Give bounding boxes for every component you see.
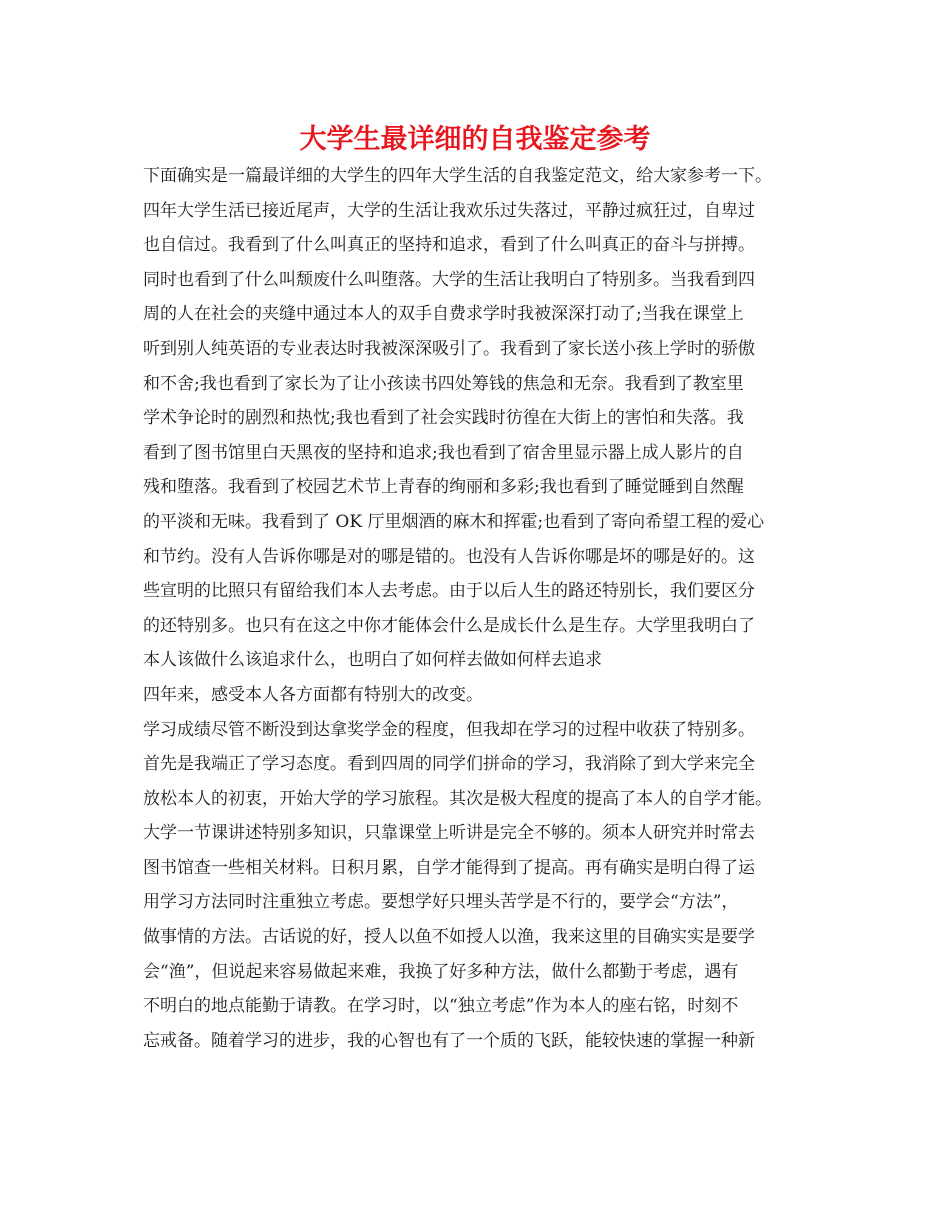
text-line: 四年来，感受本人各方面都有特别大的改变。 xyxy=(143,684,483,705)
text-line: 做事情的方法。古话说的好，授人以鱼不如授人以渔，我来这里的目确实实是要学 xyxy=(143,927,755,948)
text-line: 的平淡和无味。我看到了 OK 厅里烟酒的麻木和挥霍;也看到了寄向希望工程的爱心 xyxy=(143,511,765,532)
text-line: 不明白的地点能勤于请教。在学习时，以“独立考虑”作为本人的座右铭，时刻不 xyxy=(143,996,739,1017)
text-line: 和节约。没有人告诉你哪是对的哪是错的。也没有人告诉你哪是坏的哪是好的。这 xyxy=(143,546,755,567)
text-line: 本人该做什么该追求什么，也明白了如何样去做如何样去追求 xyxy=(143,650,602,671)
text-line: 下面确实是一篇最详细的大学生的四年大学生活的自我鉴定范文，给大家参考一下。 xyxy=(143,166,772,186)
text-line: 忘戒备。随着学习的进步，我的心智也有了一个质的飞跃，能较快速的掌握一种新 xyxy=(143,1030,755,1051)
text-line: 会“渔”，但说起来容易做起来难，我换了好多种方法，做什么都勤于考虑，遇有 xyxy=(143,961,739,982)
document-body xyxy=(143,159,843,1058)
text-line: 看到了图书馆里白天黑夜的坚持和追求;我也看到了宿舍里显示器上成人影片的自 xyxy=(143,442,744,463)
document-title: 大学生最详细的自我鉴定参考 xyxy=(299,124,651,155)
text-line: 和不舍;我也看到了家长为了让小孩读书四处筹钱的焦急和无奈。我看到了教室里 xyxy=(143,373,744,394)
text-line: 的还特别多。也只有在这之中你才能体会什么是成长什么是生存。大学里我明白了 xyxy=(143,615,755,636)
text-line: 首先是我端正了学习态度。看到四周的同学们拼命的学习，我消除了到大学来完全 xyxy=(143,754,755,775)
text-line: 放松本人的初衷，开始大学的学习旅程。其次是极大程度的提高了本人的自学才能。 xyxy=(143,788,772,809)
text-line: 大学一节课讲述特别多知识，只靠课堂上听讲是完全不够的。须本人研究并时常去 xyxy=(143,823,755,844)
text-line: 图书馆查一些相关材料。日积月累，自学才能得到了提高。再有确实是明白得了运 xyxy=(143,857,755,878)
text-line: 些宣明的比照只有留给我们本人去考虑。由于以后人生的路还特别长，我们要区分 xyxy=(143,581,755,602)
text-line: 周的人在社会的夹缝中通过本人的双手自费求学时我被深深打动了;当我在课堂上 xyxy=(143,304,744,325)
text-line: 残和堕落。我看到了校园艺术节上青春的绚丽和多彩;我也看到了睡觉睡到自然醒 xyxy=(143,477,744,498)
text-line: 也自信过。我看到了什么叫真正的坚持和追求，看到了什么叫真正的奋斗与拼搏。 xyxy=(143,235,755,256)
text-line: 四年大学生活已接近尾声，大学的生活让我欢乐过失落过，平静过疯狂过，自卑过 xyxy=(143,200,755,221)
text-line: 学术争论时的剧烈和热忱;我也看到了社会实践时彷徨在大街上的害怕和失落。我 xyxy=(143,408,744,429)
text-line: 听到别人纯英语的专业表达时我被深深吸引了。我看到了家长送小孩上学时的骄傲 xyxy=(143,338,755,359)
text-line: 用学习方法同时注重独立考虑。要想学好只埋头苦学是不行的，要学会“方法”， xyxy=(143,892,739,913)
text-line: 同时也看到了什么叫颓废什么叫堕落。大学的生活让我明白了特别多。当我看到四 xyxy=(143,269,755,290)
text-line: 学习成绩尽管不断没到达拿奖学金的程度，但我却在学习的过程中收获了特别多。 xyxy=(143,719,755,740)
